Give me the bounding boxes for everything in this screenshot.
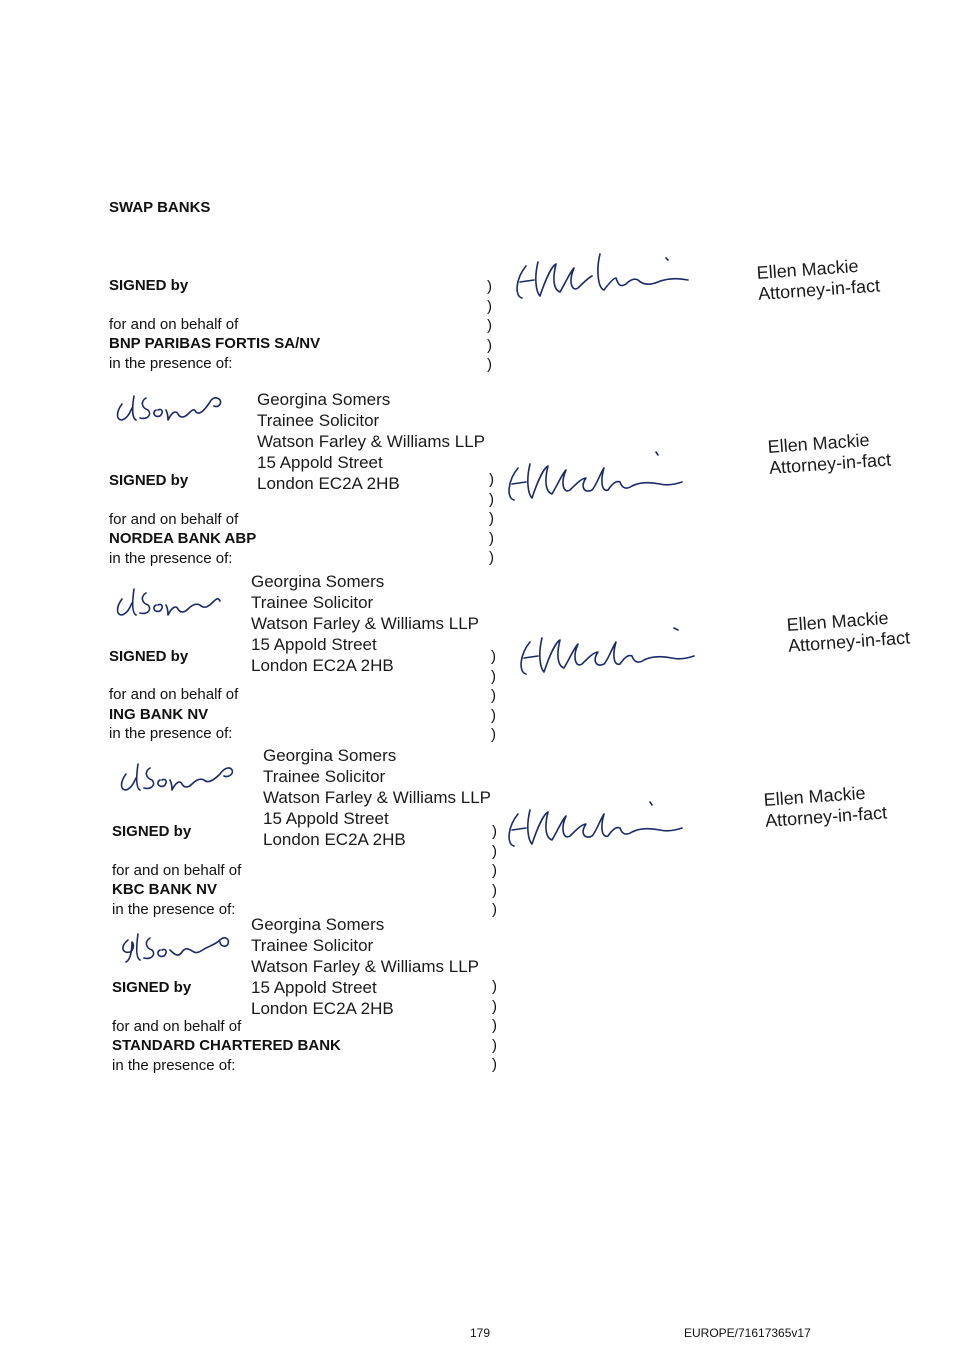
witness-details: Georgina Somers Trainee Solicitor Watson Farley & Williams LLP 15 Appold Street London EC2A 2HB bbox=[251, 915, 479, 1018]
attorney-signature bbox=[500, 794, 690, 854]
bank-name: KBC BANK NV bbox=[112, 881, 217, 898]
attorney-stamp: Ellen Mackie Attorney-in-fact bbox=[786, 607, 911, 656]
witness-details: Georgina Somers Trainee Solicitor Watson Farley & Williams LLP 15 Appold Street London EC2A 2HB bbox=[263, 746, 491, 849]
bank-name: NORDEA BANK ABP bbox=[109, 530, 257, 547]
on-behalf-label: for and on behalf of bbox=[109, 316, 239, 333]
presence-label: in the presence of: bbox=[112, 1057, 236, 1074]
on-behalf-label: for and on behalf of bbox=[109, 511, 239, 528]
signed-by-label: SIGNED by bbox=[109, 648, 189, 665]
signed-by-label: SIGNED by bbox=[112, 979, 192, 996]
attorney-signature bbox=[508, 248, 698, 308]
on-behalf-label: for and on behalf of bbox=[109, 686, 239, 703]
attorney-stamp: Ellen Mackie Attorney-in-fact bbox=[756, 255, 881, 304]
on-behalf-label: for and on behalf of bbox=[112, 862, 242, 879]
witness-details: Georgina Somers Trainee Solicitor Watson Farley & Williams LLP 15 Appold Street London EC2A 2HB bbox=[251, 572, 479, 675]
witness-signature bbox=[116, 928, 241, 964]
bracket-column: ) ) ) ) ) bbox=[491, 648, 496, 743]
attorney-signature bbox=[512, 622, 702, 682]
presence-label: in the presence of: bbox=[109, 355, 233, 372]
signed-by-label: SIGNED by bbox=[109, 472, 189, 489]
signed-by-label: SIGNED by bbox=[109, 277, 189, 294]
bank-name: BNP PARIBAS FORTIS SA/NV bbox=[109, 335, 321, 352]
signed-by-label: SIGNED by bbox=[112, 823, 192, 840]
document-reference: EUROPE/71617365v17 bbox=[684, 1326, 811, 1340]
section-heading: SWAP BANKS bbox=[109, 199, 211, 216]
page-number: 179 bbox=[470, 1326, 491, 1340]
presence-label: in the presence of: bbox=[112, 901, 236, 918]
presence-label: in the presence of: bbox=[109, 550, 233, 567]
bracket-column: ) ) ) ) ) bbox=[492, 823, 497, 918]
attorney-stamp: Ellen Mackie Attorney-in-fact bbox=[763, 782, 888, 831]
bank-name: ING BANK NV bbox=[109, 706, 209, 723]
bracket-column: ) ) ) ) ) bbox=[487, 278, 492, 373]
bracket-column: ) ) ) ) ) bbox=[492, 978, 497, 1073]
witness-details: Georgina Somers Trainee Solicitor Watson Farley & Williams LLP 15 Appold Street London EC2A 2HB bbox=[257, 390, 485, 493]
witness-signature bbox=[116, 758, 241, 794]
witness-signature bbox=[112, 388, 237, 424]
attorney-signature bbox=[500, 448, 690, 508]
bracket-column: ) ) ) ) ) bbox=[489, 471, 494, 566]
witness-signature bbox=[112, 583, 237, 619]
on-behalf-label: for and on behalf of bbox=[112, 1018, 242, 1035]
attorney-stamp: Ellen Mackie Attorney-in-fact bbox=[767, 429, 892, 478]
presence-label: in the presence of: bbox=[109, 725, 233, 742]
bank-name: STANDARD CHARTERED BANK bbox=[112, 1037, 341, 1054]
